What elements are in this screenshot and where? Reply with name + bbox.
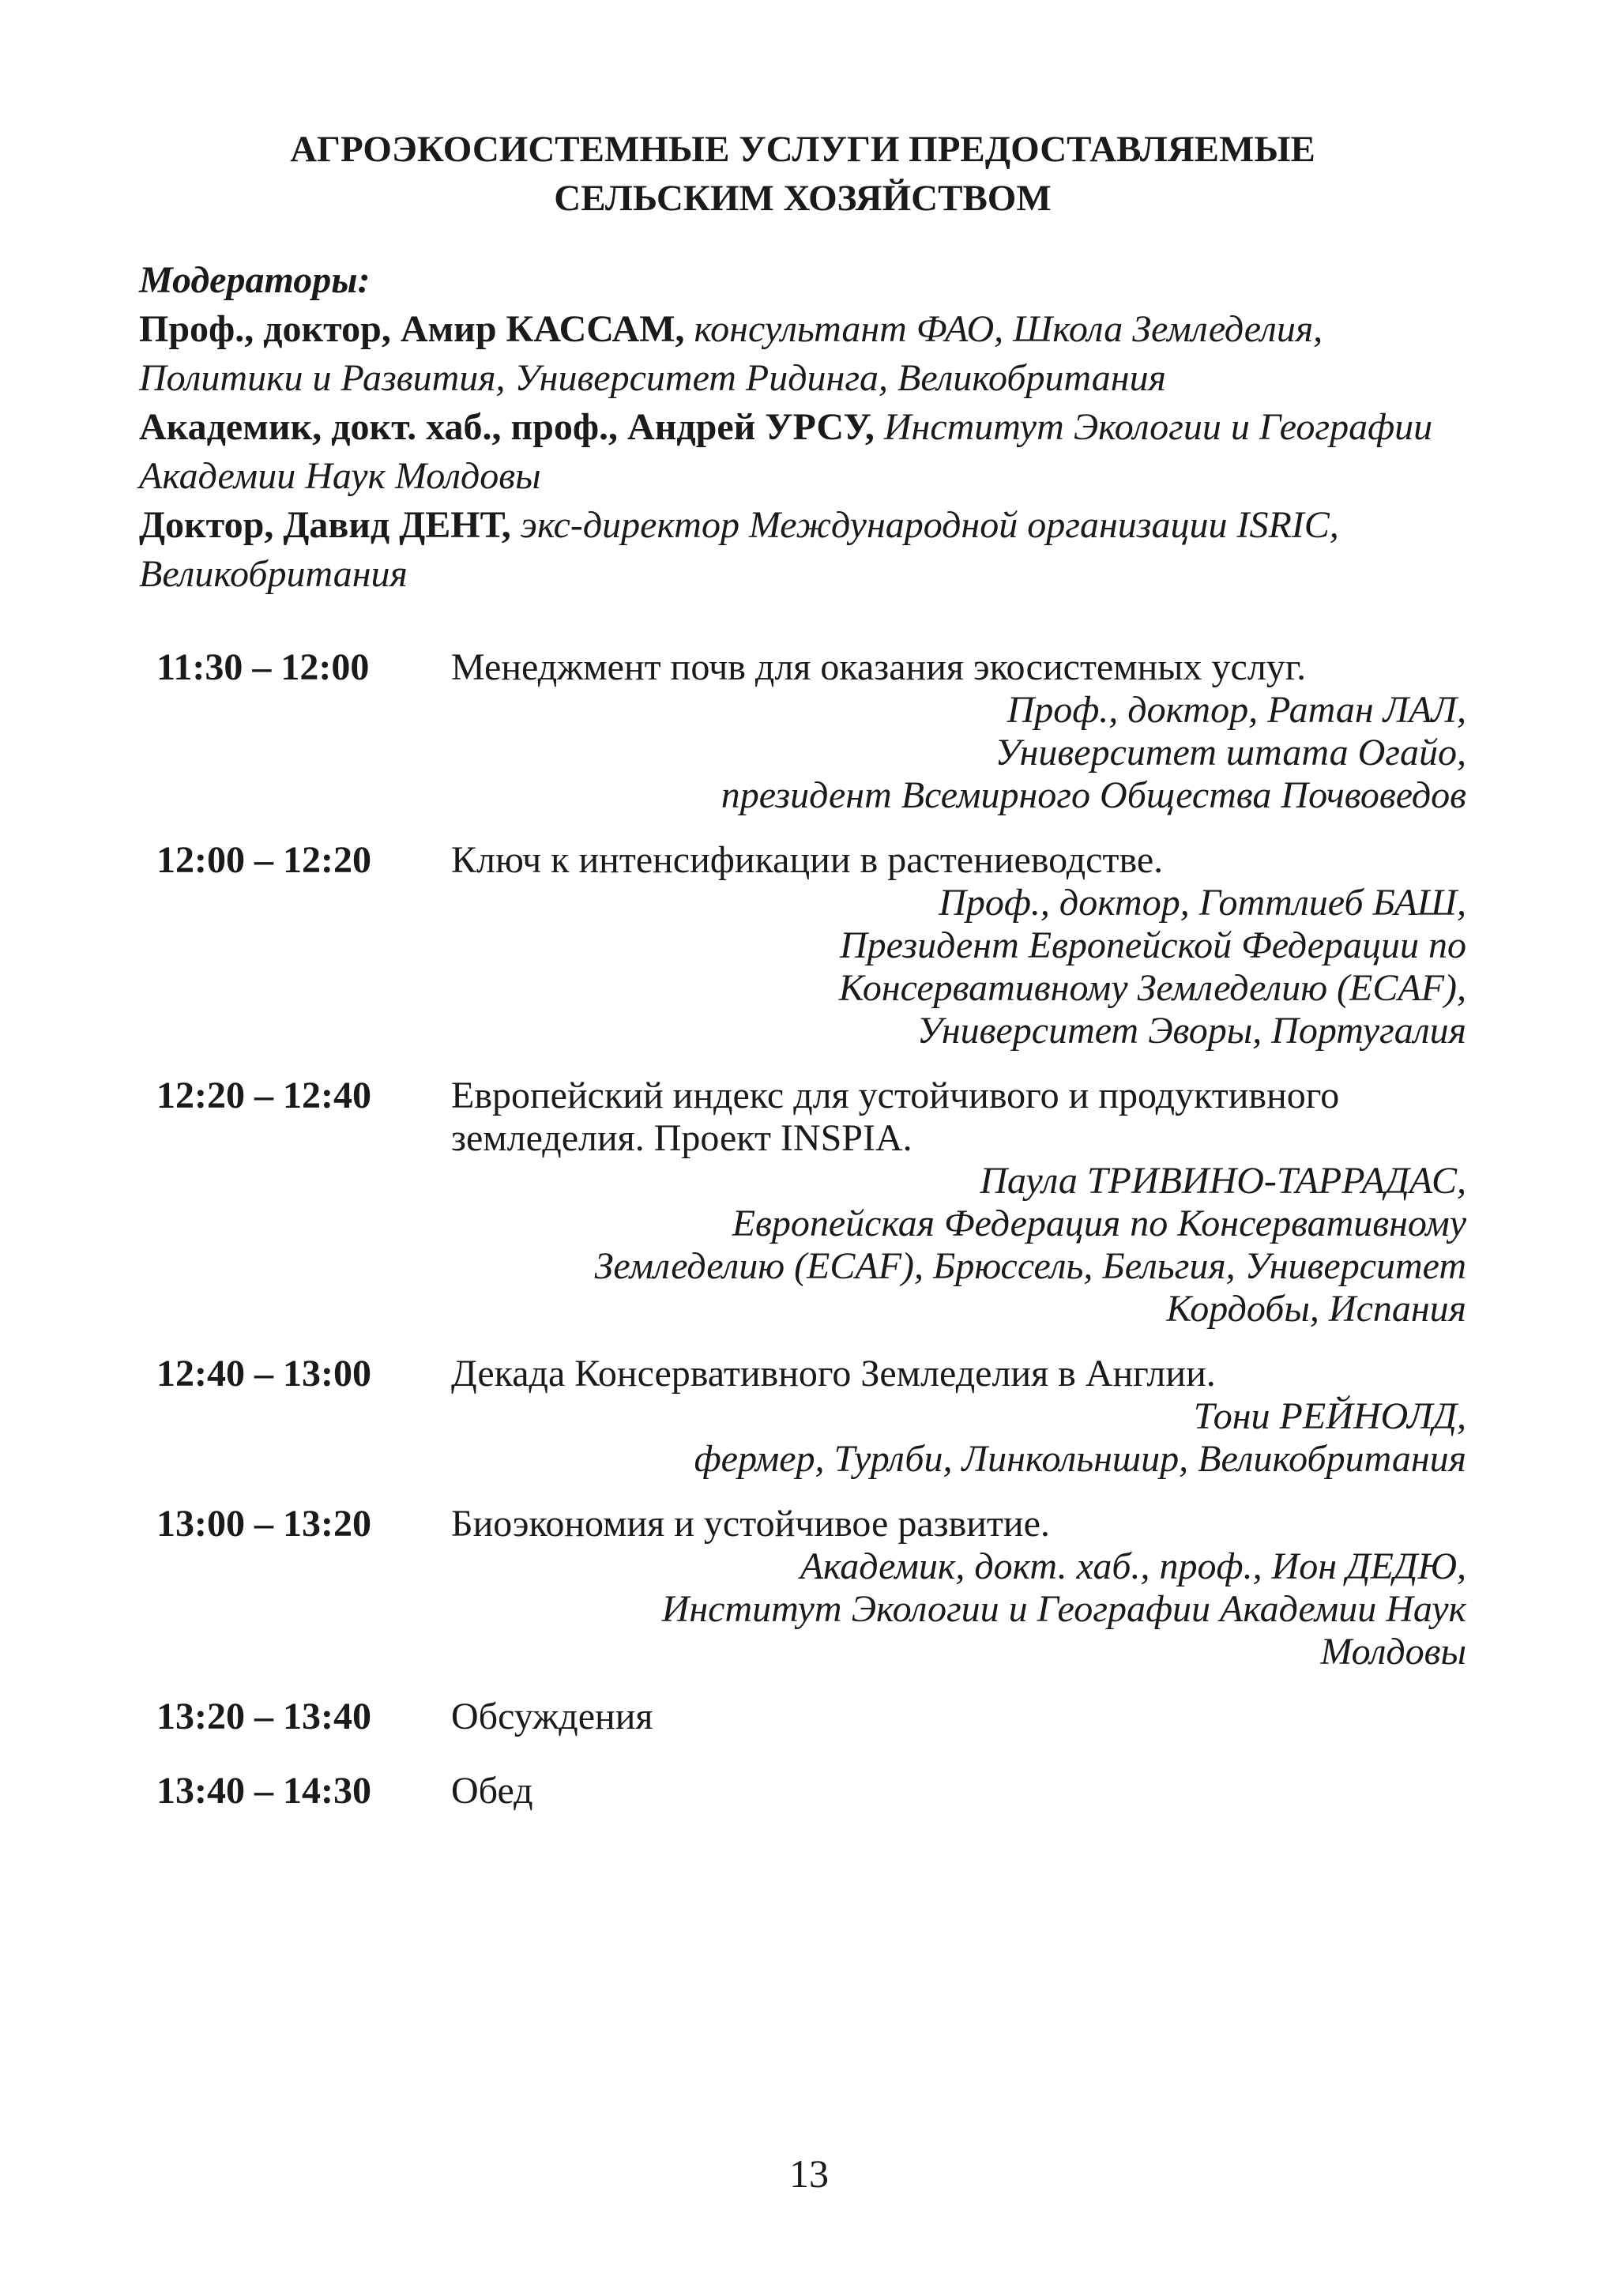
page-title xyxy=(131,125,1474,223)
session-content xyxy=(451,839,1466,1052)
session-title: Обсуждения xyxy=(451,1696,653,1737)
schedule-item xyxy=(139,1503,1466,1673)
session-time: 12:00 – 12:20 xyxy=(156,839,371,881)
schedule-item xyxy=(139,1353,1466,1481)
schedule-item xyxy=(139,1075,1466,1331)
session-content xyxy=(451,1075,1466,1331)
session-time: 13:40 – 14:30 xyxy=(156,1770,371,1812)
moderators-heading: Модераторы: xyxy=(139,259,371,301)
schedule-item xyxy=(139,646,1466,817)
session-speaker: Тони РЕЙНОЛД, фермер, Турлби, Линкольншир, Великобритания xyxy=(694,1395,1466,1480)
moderators-block xyxy=(139,256,1466,599)
title-line-2: СЕЛЬСКИМ ХОЗЯЙСТВОМ xyxy=(554,178,1052,219)
moderator-entry xyxy=(139,501,1466,599)
session-title: Ключ к интенсификации в растениеводстве. xyxy=(451,839,1164,881)
moderator-affiliation: экс-директор Международной организации ISRIC, Великобритания xyxy=(139,504,1339,595)
moderator-affiliation: Институт Экологии и Географии Академии Наук Молдовы xyxy=(139,406,1433,497)
session-content xyxy=(451,646,1466,817)
page-number: 13 xyxy=(789,2151,829,2196)
session-content xyxy=(451,1503,1466,1673)
session-time: 12:20 – 12:40 xyxy=(156,1075,371,1116)
document-page xyxy=(139,125,1466,1844)
moderator-entry xyxy=(139,305,1466,403)
moderator-name: Проф., доктор, Амир КАССАМ, xyxy=(139,308,685,350)
schedule-list xyxy=(139,646,1466,1812)
session-title: Менеджмент почв для оказания экосистемных услуг. xyxy=(451,646,1307,688)
session-title: Европейский индекс для устойчивого и продуктивного земледелия. Проект INSPIA. xyxy=(451,1075,1340,1159)
session-content xyxy=(451,1696,1466,1738)
moderator-affiliation: консультант ФАО, Школа Земледелия, Политики и Развития, Университет Ридинга, Великобритания xyxy=(139,308,1323,399)
moderator-entry xyxy=(139,403,1466,501)
session-time: 13:00 – 13:20 xyxy=(156,1503,371,1545)
schedule-item xyxy=(139,839,1466,1052)
session-content xyxy=(451,1353,1466,1481)
session-title: Декада Консервативного Земледелия в Англии. xyxy=(451,1353,1216,1395)
session-speaker: Паула ТРИВИНО-ТАРРАДАС, Европейская Федерация по Консервативному Земледелию (ECAF), Брюссель, Бельгия, Университет Кордобы, Испания xyxy=(594,1160,1466,1330)
schedule-item xyxy=(139,1770,1466,1812)
session-time: 11:30 – 12:00 xyxy=(156,646,370,688)
session-speaker: Проф., доктор, Готтлиеб БАШ, Президент Европейской Федерации по Консервативному Земледелию (ECAF), Университет Эворы, Португалия xyxy=(838,882,1466,1052)
session-time: 12:40 – 13:00 xyxy=(156,1353,371,1395)
session-content xyxy=(451,1770,1466,1812)
session-speaker: Академик, докт. хаб., проф., Ион ДЕДЮ, Институт Экологии и Географии Академии Наук Молдовы xyxy=(661,1545,1466,1673)
schedule-item xyxy=(139,1696,1466,1738)
title-line-1: АГРОЭКОСИСТЕМНЫЕ УСЛУГИ ПРЕДОСТАВЛЯЕМЫЕ xyxy=(290,129,1315,170)
moderator-name: Доктор, Давид ДЕНТ, xyxy=(139,504,511,546)
session-title: Обед xyxy=(451,1770,533,1812)
session-speaker: Проф., доктор, Ратан ЛАЛ, Университет штата Огайо, президент Всемирного Общества Почвоведов xyxy=(721,689,1466,816)
session-time: 13:20 – 13:40 xyxy=(156,1696,371,1737)
moderator-name: Академик, докт. хаб., проф., Андрей УРСУ, xyxy=(139,406,875,448)
session-title: Биоэкономия и устойчивое развитие. xyxy=(451,1503,1050,1545)
